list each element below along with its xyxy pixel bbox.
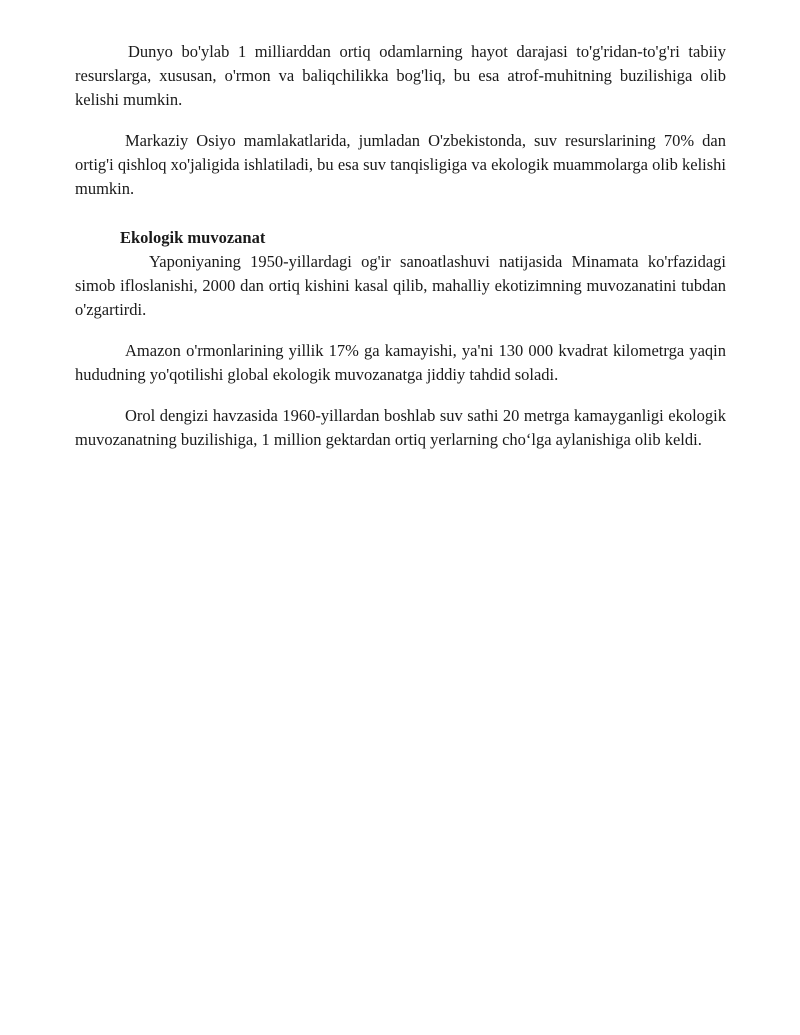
paragraph-3: Yaponiyaning 1950-yillardagi og'ir sanoatlashuvi natijasida Minamata ko'rfazidagi simob ifloslanishi, 2000 dan ortiq kishini kasal qilib, mahalliy ekotizimning muvozanatini tubdan o'zgartirdi. <box>75 252 726 319</box>
paragraph-4: Amazon o'rmonlarining yillik 17% ga kamayishi, ya'ni 130 000 kvadrat kilometrga yaqin hududning yo'qotilishi global ekologik muvozanatga jiddiy tahdid soladi. <box>75 341 726 384</box>
paragraph-5: Orol dengizi havzasida 1960-yillardan boshlab suv sathi 20 metrga kamayganligi ekologik muvozanatning buzilishiga, 1 million gektardan ortiq yerlarning cho‘lga aylanishiga olib keldi. <box>75 406 726 449</box>
paragraph-1: Dunyo bo'ylab 1 milliarddan ortiq odamlarning hayot darajasi to'g'ridan-to'g'ri tabiiy resurslarga, xususan, o'rmon va baliqchilikka bog'liq, bu esa atrof-muhitning buzilishiga olib kelishi mumkin. <box>75 42 726 109</box>
document-page <box>75 40 726 452</box>
section-heading: Ekologik muvozanat <box>120 228 266 247</box>
paragraph-2: Markaziy Osiyo mamlakatlarida, jumladan O'zbekistonda, suv resurslarining 70% dan ortig'i qishloq xo'jaligida ishlatiladi, bu esa suv tanqisligiga va ekologik muammolarga olib kelishi mumkin. <box>75 131 726 198</box>
